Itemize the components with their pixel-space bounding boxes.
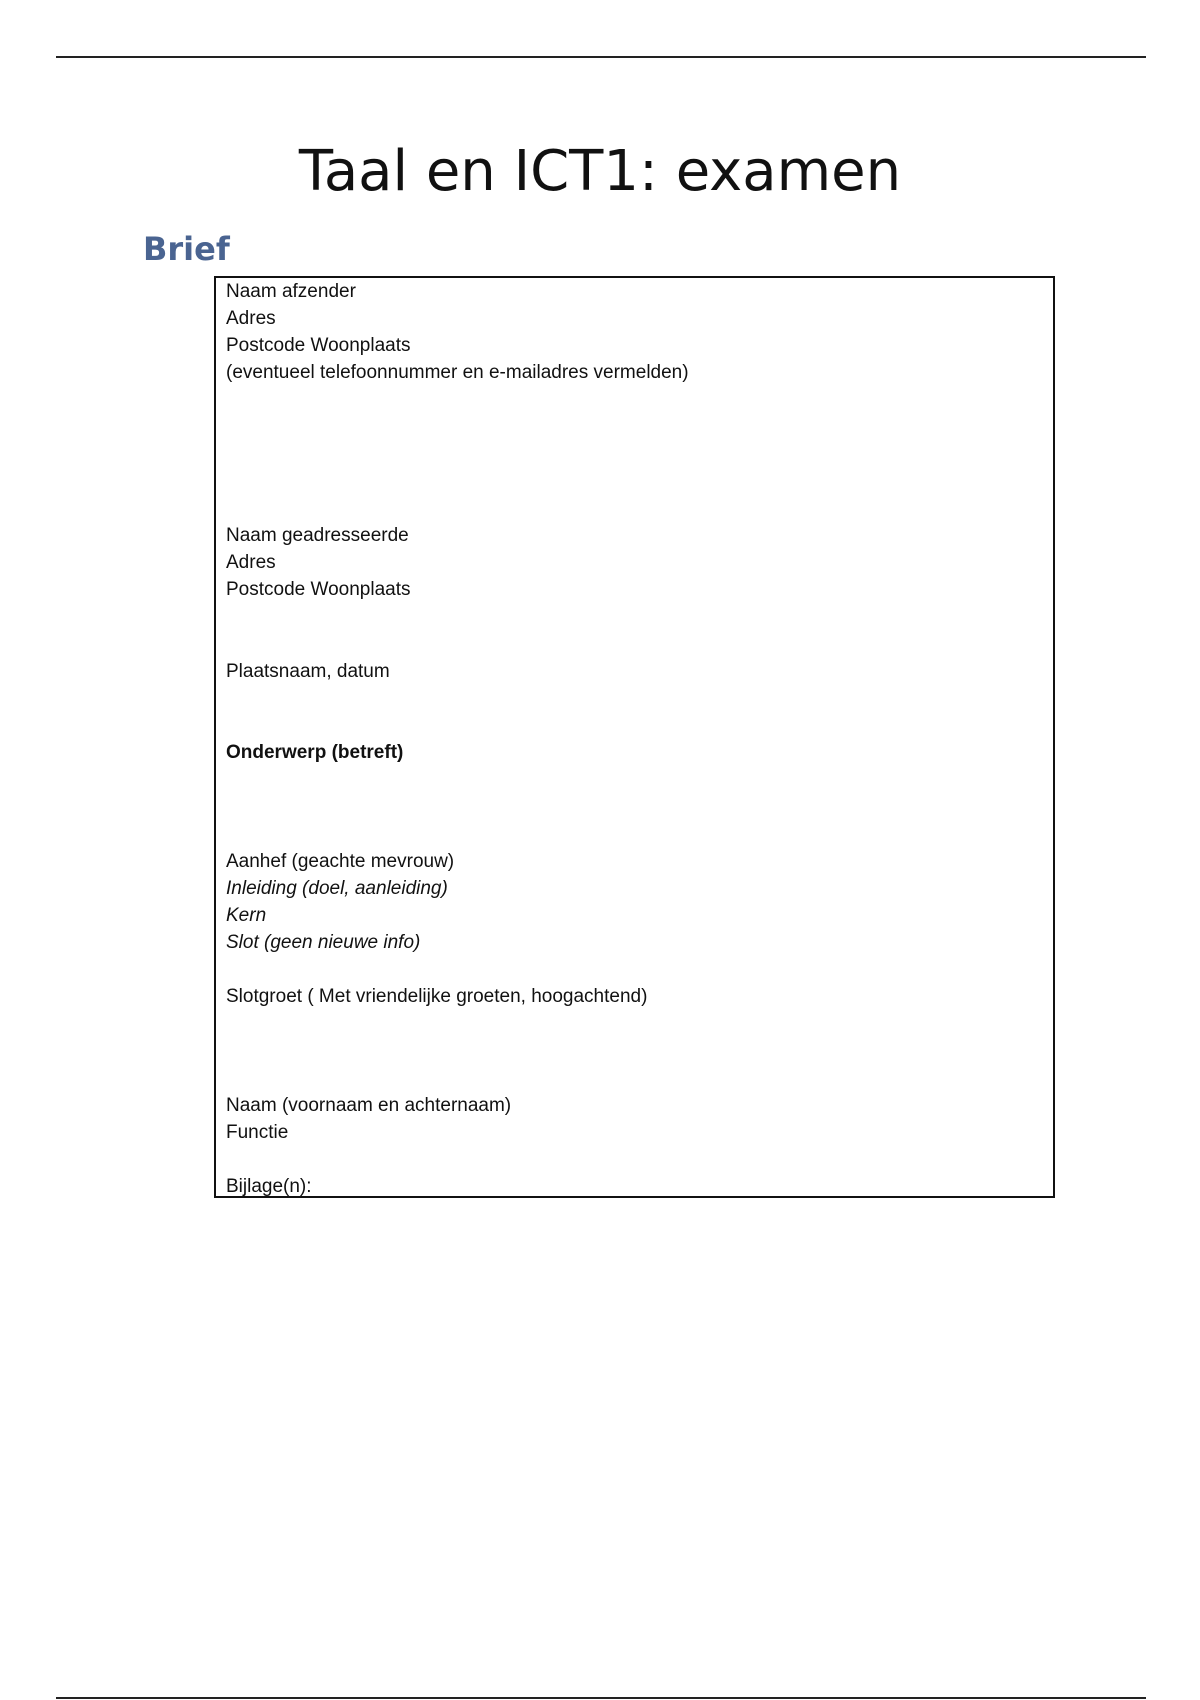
closing-paragraph: Slot (geen nieuwe info) <box>226 932 421 953</box>
recipient-name: Naam geadresseerde <box>226 525 409 546</box>
section-heading: Brief <box>143 230 230 268</box>
sender-contact-note: (eventueel telefoonnummer en e-mailadres vermelden) <box>226 362 689 383</box>
sender-name: Naam afzender <box>226 281 356 302</box>
recipient-address: Adres <box>226 552 276 573</box>
header-rule <box>56 56 1146 58</box>
sender-address: Adres <box>226 308 276 329</box>
footer-rule <box>56 1697 1146 1699</box>
place-date: Plaatsnaam, datum <box>226 661 390 682</box>
attachments-line: Bijlage(n): <box>226 1176 312 1197</box>
subject-line: Onderwerp (betreft) <box>226 742 404 763</box>
closing-greeting: Slotgroet ( Met vriendelijke groeten, hoogachtend) <box>226 986 648 1007</box>
signer-function: Functie <box>226 1122 289 1143</box>
document-title: Taal en ICT1: examen <box>298 139 902 204</box>
salutation: Aanhef (geachte mevrouw) <box>226 851 455 872</box>
sender-postcode-city: Postcode Woonplaats <box>226 335 411 356</box>
recipient-postcode-city: Postcode Woonplaats <box>226 579 411 600</box>
letter-template-box <box>214 276 1055 1198</box>
core-paragraph: Kern <box>226 905 267 926</box>
signer-name: Naam (voornaam en achternaam) <box>226 1095 512 1116</box>
intro-paragraph: Inleiding (doel, aanleiding) <box>226 878 448 899</box>
